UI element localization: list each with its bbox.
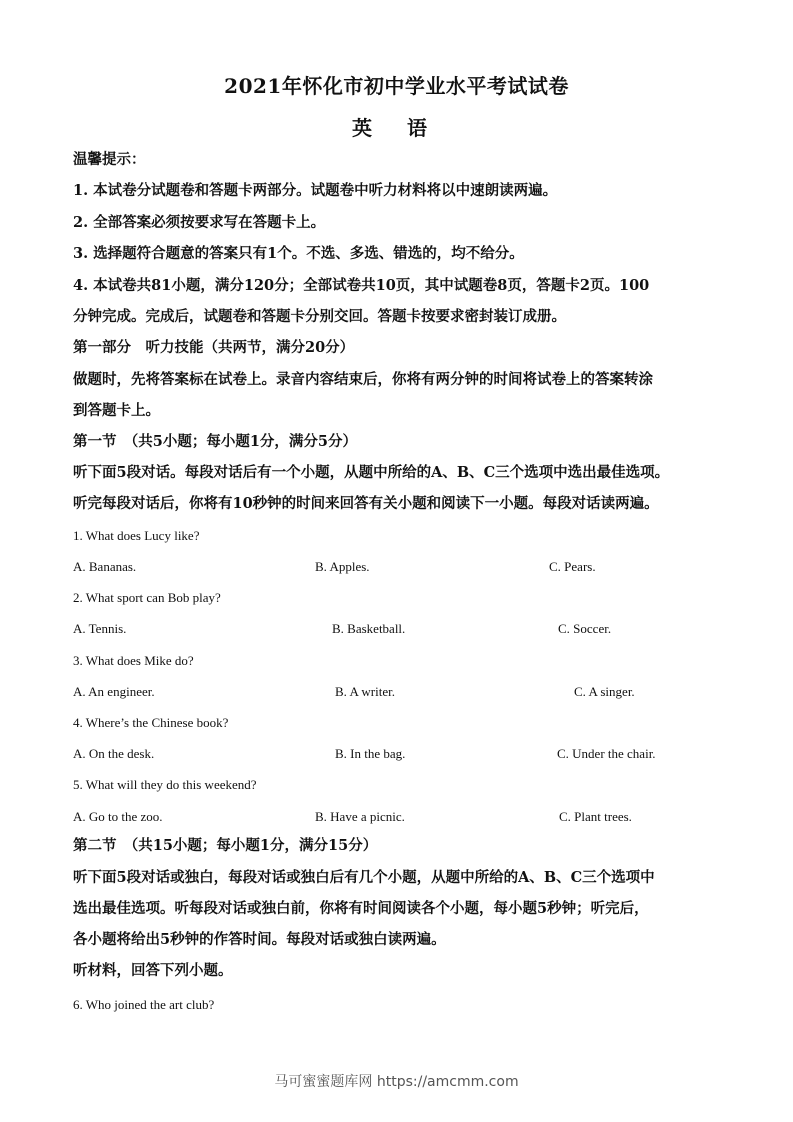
question-4: 4. Where’s the Chinese book?: [73, 715, 229, 730]
question-5-option-a: A. Go to the zoo.: [73, 809, 163, 824]
section2-heading: 第二节 （共15小题；每小题1分，满分15分）: [73, 837, 378, 854]
part1-instruction-2: 到答题卡上。: [73, 402, 160, 419]
part1-heading: 第一部分 听力技能（共两节，满分20分）: [73, 339, 355, 356]
footer-watermark: 马可蜜蜜题库网 https://amcmm.com: [274, 1074, 519, 1090]
question-5-option-b: B. Have a picnic.: [315, 809, 405, 824]
section2-instruction-2: 选出最佳选项。听每段对话或独白前，你将有时间阅读各个小题，每小题5秒钟；听完后，: [73, 900, 649, 917]
question-3-option-b: B. A writer.: [335, 684, 395, 699]
question-2-option-b: B. Basketball.: [332, 621, 406, 636]
question-2: 2. What sport can Bob play?: [73, 590, 221, 605]
part1-instruction-1: 做题时，先将答案标在试卷上。录音内容结束后，你将有两分钟的时间将试卷上的答案转涂: [73, 371, 653, 388]
section1-instruction-2: 听完每段对话后，你将有10秒钟的时间来回答有关小题和阅读下一小题。每段对话读两遍。: [73, 495, 659, 512]
notice-item-2: 2. 全部答案必须按要求写在答题卡上。: [73, 214, 326, 231]
section1-instruction-1: 听下面5段对话。每段对话后有一个小题，从题中所给的A、B、C三个选项中选出最佳选项。: [73, 464, 670, 481]
notice-item-4: 4. 本试卷共81小题，满分120分；全部试卷共10页，其中试题卷8页，答题卡2页。100: [73, 277, 650, 294]
question-4-option-a: A. On the desk.: [73, 746, 155, 761]
question-1-option-b: B. Apples.: [315, 559, 370, 574]
question-1-option-c: C. Pears.: [549, 559, 596, 574]
section1-heading: 第一节 （共5小题；每小题1分，满分5分）: [73, 433, 358, 450]
question-4-option-b: B. In the bag.: [335, 746, 406, 761]
question-2-option-c: C. Soccer.: [558, 621, 612, 636]
notice-item-4-cont: 分钟完成。完成后，试题卷和答题卡分别交回。答题卡按要求密封装订成册。: [73, 308, 566, 325]
section2-instruction-3: 各小题将给出5秒钟的作答时间。每段对话或独白读两遍。: [73, 931, 446, 948]
notice-item-1: 1. 本试卷分试题卷和答题卡两部分。试题卷中听力材料将以中速朗读两遍。: [73, 182, 558, 199]
question-5-option-c: C. Plant trees.: [559, 809, 632, 824]
question-1-option-a: A. Bananas.: [73, 559, 137, 574]
question-5: 5. What will they do this weekend?: [73, 777, 257, 792]
notice-item-3: 3. 选择题符合题意的答案只有1个。不选、多选、错选的，均不给分。: [73, 245, 524, 262]
question-3-option-a: A. An engineer.: [73, 684, 155, 699]
question-3: 3. What does Mike do?: [73, 653, 194, 668]
question-6: 6. Who joined the art club?: [73, 997, 215, 1012]
question-2-option-a: A. Tennis.: [73, 621, 127, 636]
listen-prompt: 听材料，回答下列小题。: [73, 962, 233, 979]
question-1: 1. What does Lucy like?: [73, 528, 200, 543]
exam-subject: 英 语: [352, 116, 441, 140]
section2-instruction-1: 听下面5段对话或独白，每段对话或独白后有几个小题，从题中所给的A、B、C三个选项中: [73, 869, 655, 886]
exam-title: 2021年怀化市初中学业水平考试试卷: [224, 74, 569, 98]
notice-heading: 温馨提示：: [73, 151, 146, 168]
question-4-option-c: C. Under the chair.: [557, 746, 656, 761]
question-3-option-c: C. A singer.: [574, 684, 635, 699]
